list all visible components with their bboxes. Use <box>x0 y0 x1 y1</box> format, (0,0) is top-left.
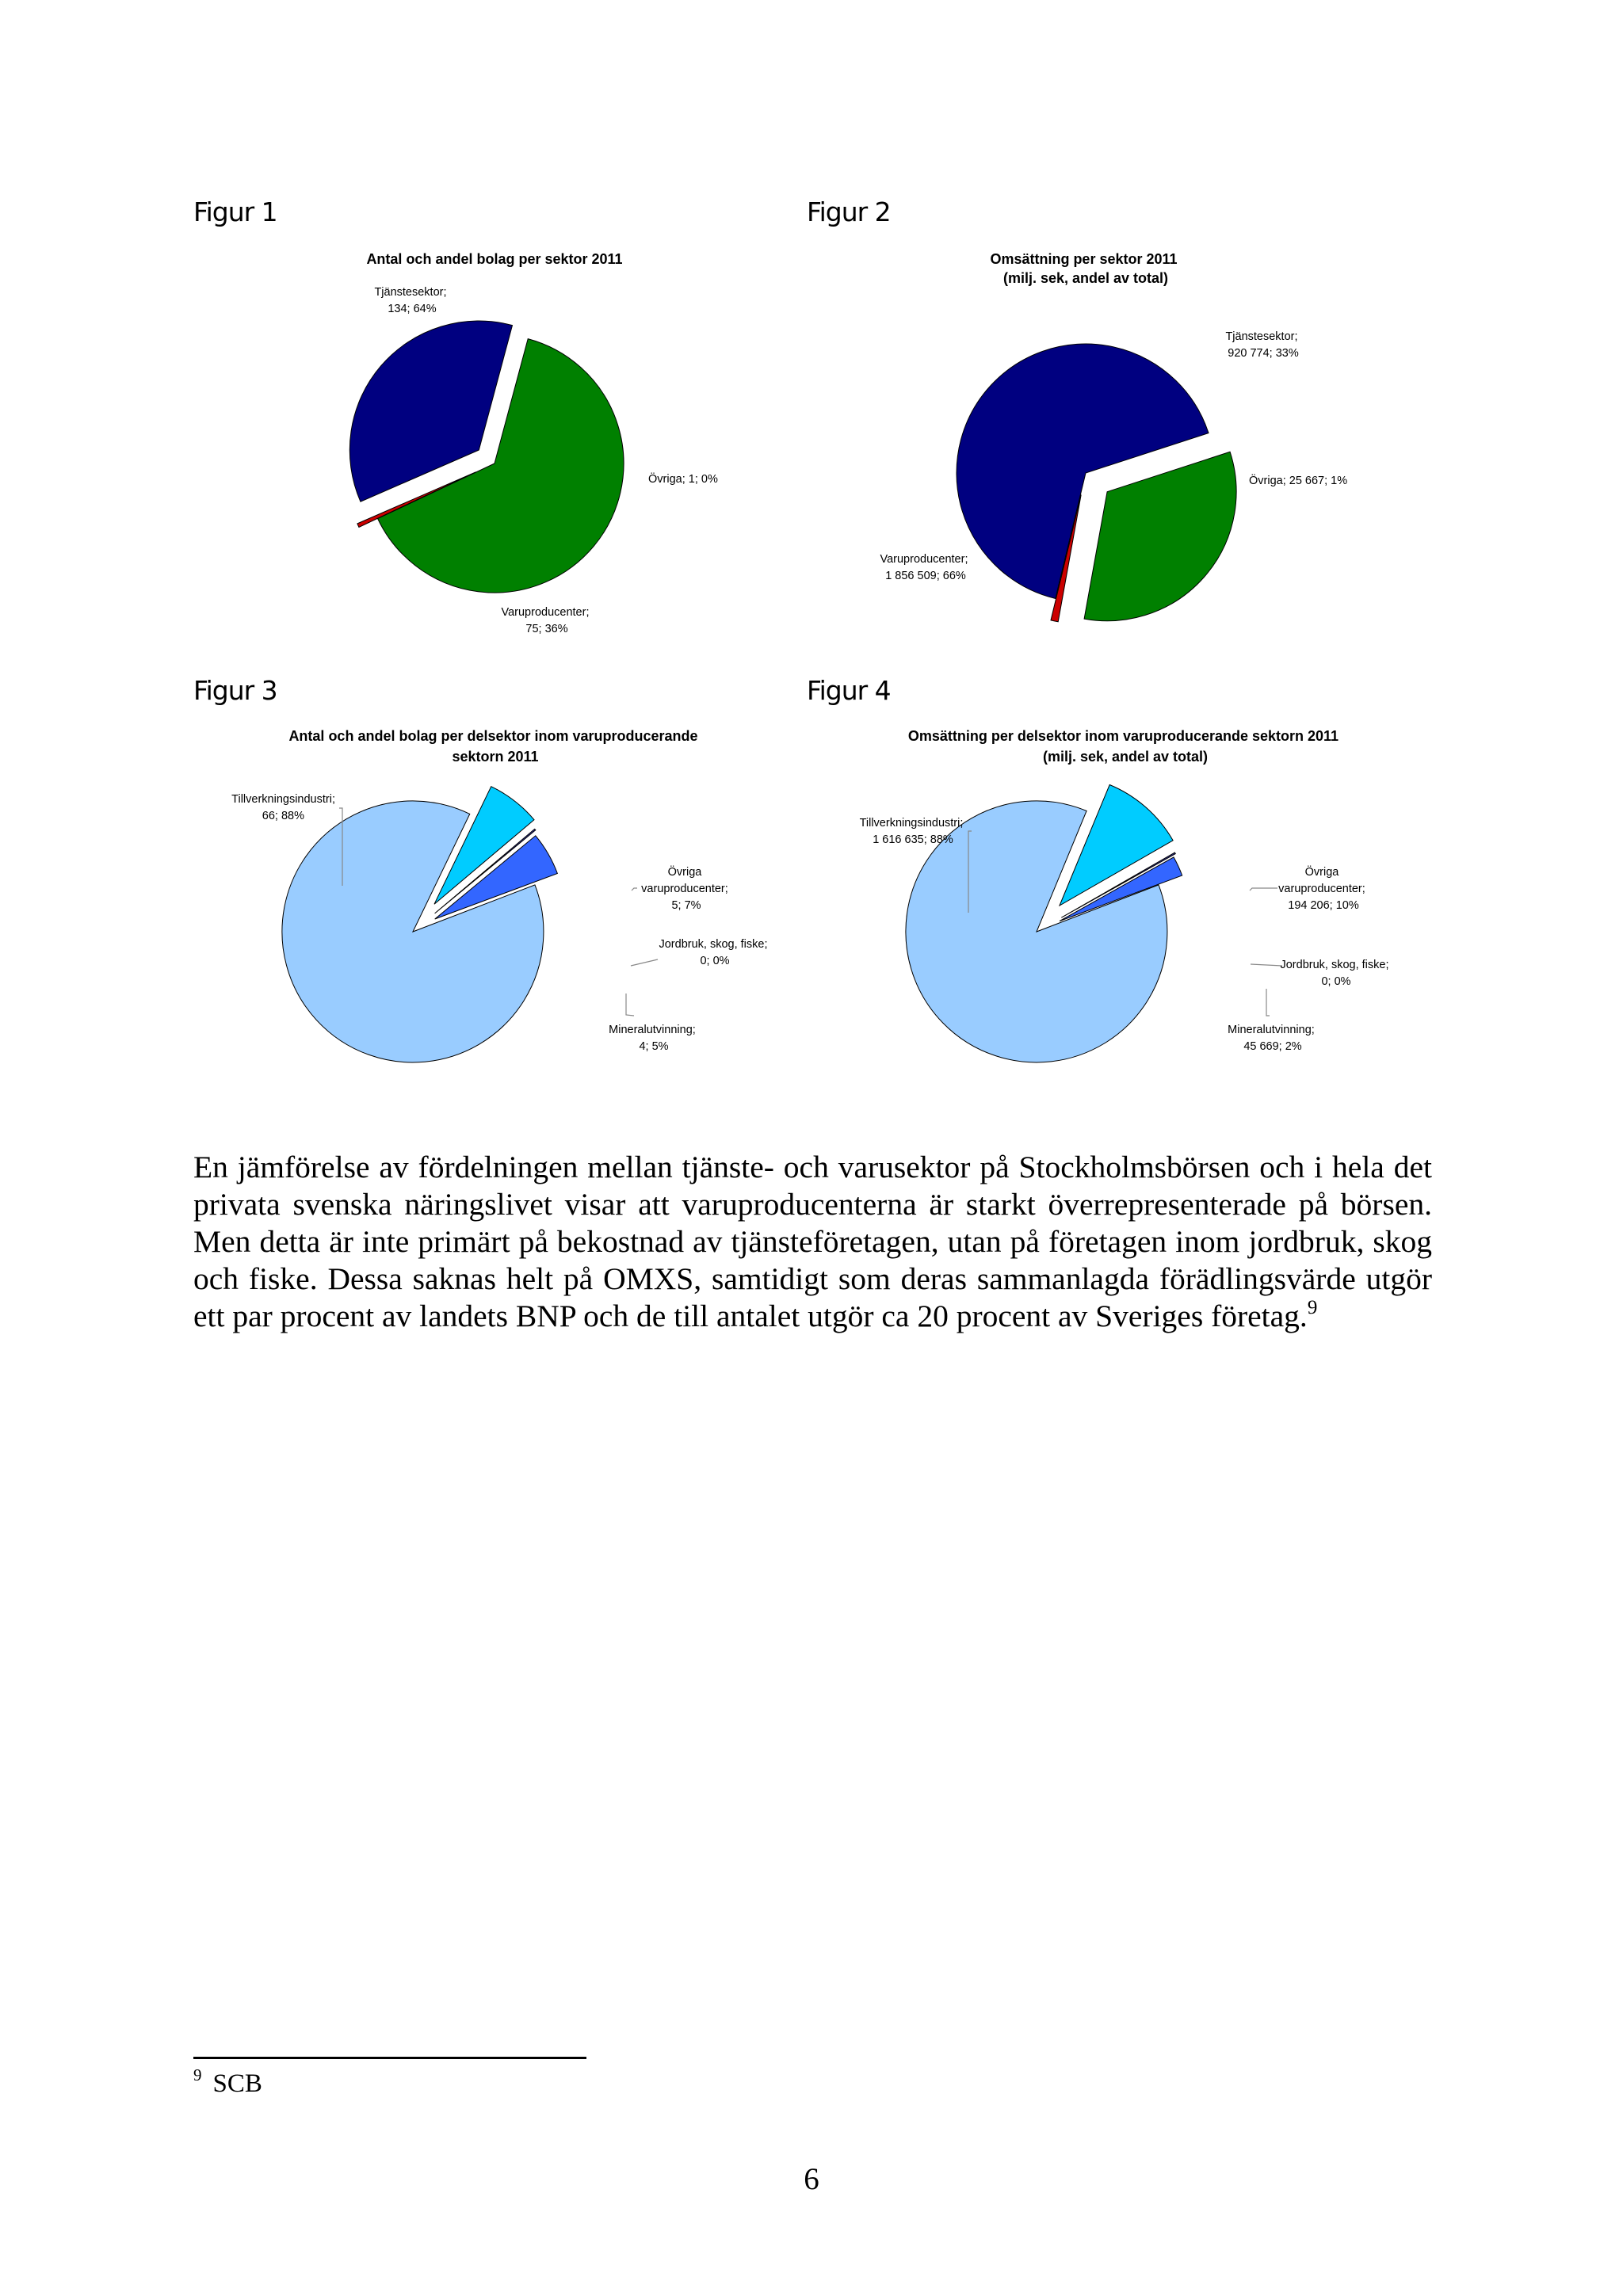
chart-title-line: Omsättning per sektor 2011 <box>990 251 1178 267</box>
leader-line <box>626 994 634 1016</box>
slice-label-mineralutvinning: Mineralutvinning; 45 669; 2% <box>1228 1024 1315 1053</box>
figure-2-label: Figur 2 <box>807 196 891 227</box>
slice-label-ovriga: Övriga; 25 667; 1% <box>1249 475 1348 487</box>
leader-line <box>632 888 637 891</box>
chart-title-line: Antal och andel bolag per delsektor inom varuproducerande <box>288 728 698 744</box>
figure-1-label: Figur 1 <box>193 196 277 227</box>
chart-title-line: Omsättning per delsektor inom varuproducerande sektorn 2011 <box>907 728 1339 744</box>
slice-label-tillverkningsindustri: Tillverkningsindustri; 1 616 635; 88% <box>859 817 964 846</box>
body-paragraph <box>193 1149 1432 1335</box>
slice-label-varuproducenter: Varuproducenter; 1 856 509; 66% <box>880 553 968 582</box>
slice-label-jordbruk-skog-fiske: Jordbruk, skog, fiske; 0; 0% <box>659 938 768 967</box>
slice-label-tjanstesektor: Tjänstesektor; 920 774; 33% <box>1225 330 1299 360</box>
leader-line <box>1250 888 1277 891</box>
chart-title-line: (milj. sek, andel av total) <box>1002 270 1169 286</box>
chart-title <box>908 728 1342 765</box>
footnote <box>193 2065 262 2099</box>
slice-label-varuproducenter: Varuproducenter; 75; 36% <box>501 606 590 635</box>
pie-chart-figure-2 <box>807 238 1409 681</box>
footnote-number: 9 <box>193 2065 202 2084</box>
chart-title <box>990 251 1181 286</box>
slice-label-jordbruk-skog-fiske: Jordbruk, skog, fiske; 0; 0% <box>1280 959 1389 988</box>
chart-title-line: (milj. sek, andel av total) <box>1042 749 1209 765</box>
leader-line <box>631 959 658 966</box>
slice-label-tjanstesektor: Tjänstesektor; 134; 64% <box>374 286 447 315</box>
figure-4-label: Figur 4 <box>807 675 891 706</box>
leader-line <box>1266 989 1270 1016</box>
figure-3-label: Figur 3 <box>193 675 277 706</box>
chart-title <box>366 251 622 267</box>
chart-title <box>288 728 701 765</box>
pie-chart-figure-1 <box>193 238 796 681</box>
chart-title-line: Antal och andel bolag per sektor 2011 <box>366 251 623 267</box>
footnote-text: SCB <box>212 2069 262 2098</box>
slice-label-ovriga-varuproducenter: Övriga varuproducenter; 5; 7% <box>641 866 728 912</box>
pie-slice-tjanstesektor <box>1084 452 1236 620</box>
footnote-separator <box>193 2057 586 2059</box>
chart-title-line: sektorn 2011 <box>452 749 539 765</box>
slice-label-tillverkningsindustri: Tillverkningsindustri; 66; 88% <box>231 793 335 822</box>
leader-line <box>1251 964 1282 966</box>
pie-chart-figure-3 <box>193 723 812 1103</box>
slice-label-ovriga: Övriga; 1; 0% <box>648 473 718 486</box>
body-paragraph-text: En jämförelse av fördelningen mellan tjänste- och varusektor på Stockholmsbörsen och i hela det privata svenska näringslivet visar att varuproducenterna är starkt överrepresenterade på börsen. Men detta är inte primärt på bekostnad av tjänsteföretagen, utan på företagen inom jordbruk, skog och fiske. Dessa saknas helt på OMXS, samtidigt som deras sammanlagda förädlingsvärde utgör ett par procent av landets BNP och de till antalet utgör ca 20 procent av Sveriges företag. <box>193 1150 1432 1333</box>
slice-label-ovriga-varuproducenter: Övriga varuproducenter; 194 206; 10% <box>1278 866 1365 912</box>
pie-chart-figure-4 <box>807 723 1425 1103</box>
page-number: 6 <box>804 2162 819 2196</box>
footnote-reference[interactable]: 9 <box>1307 1297 1318 1318</box>
slice-label-mineralutvinning: Mineralutvinning; 4; 5% <box>609 1024 696 1053</box>
